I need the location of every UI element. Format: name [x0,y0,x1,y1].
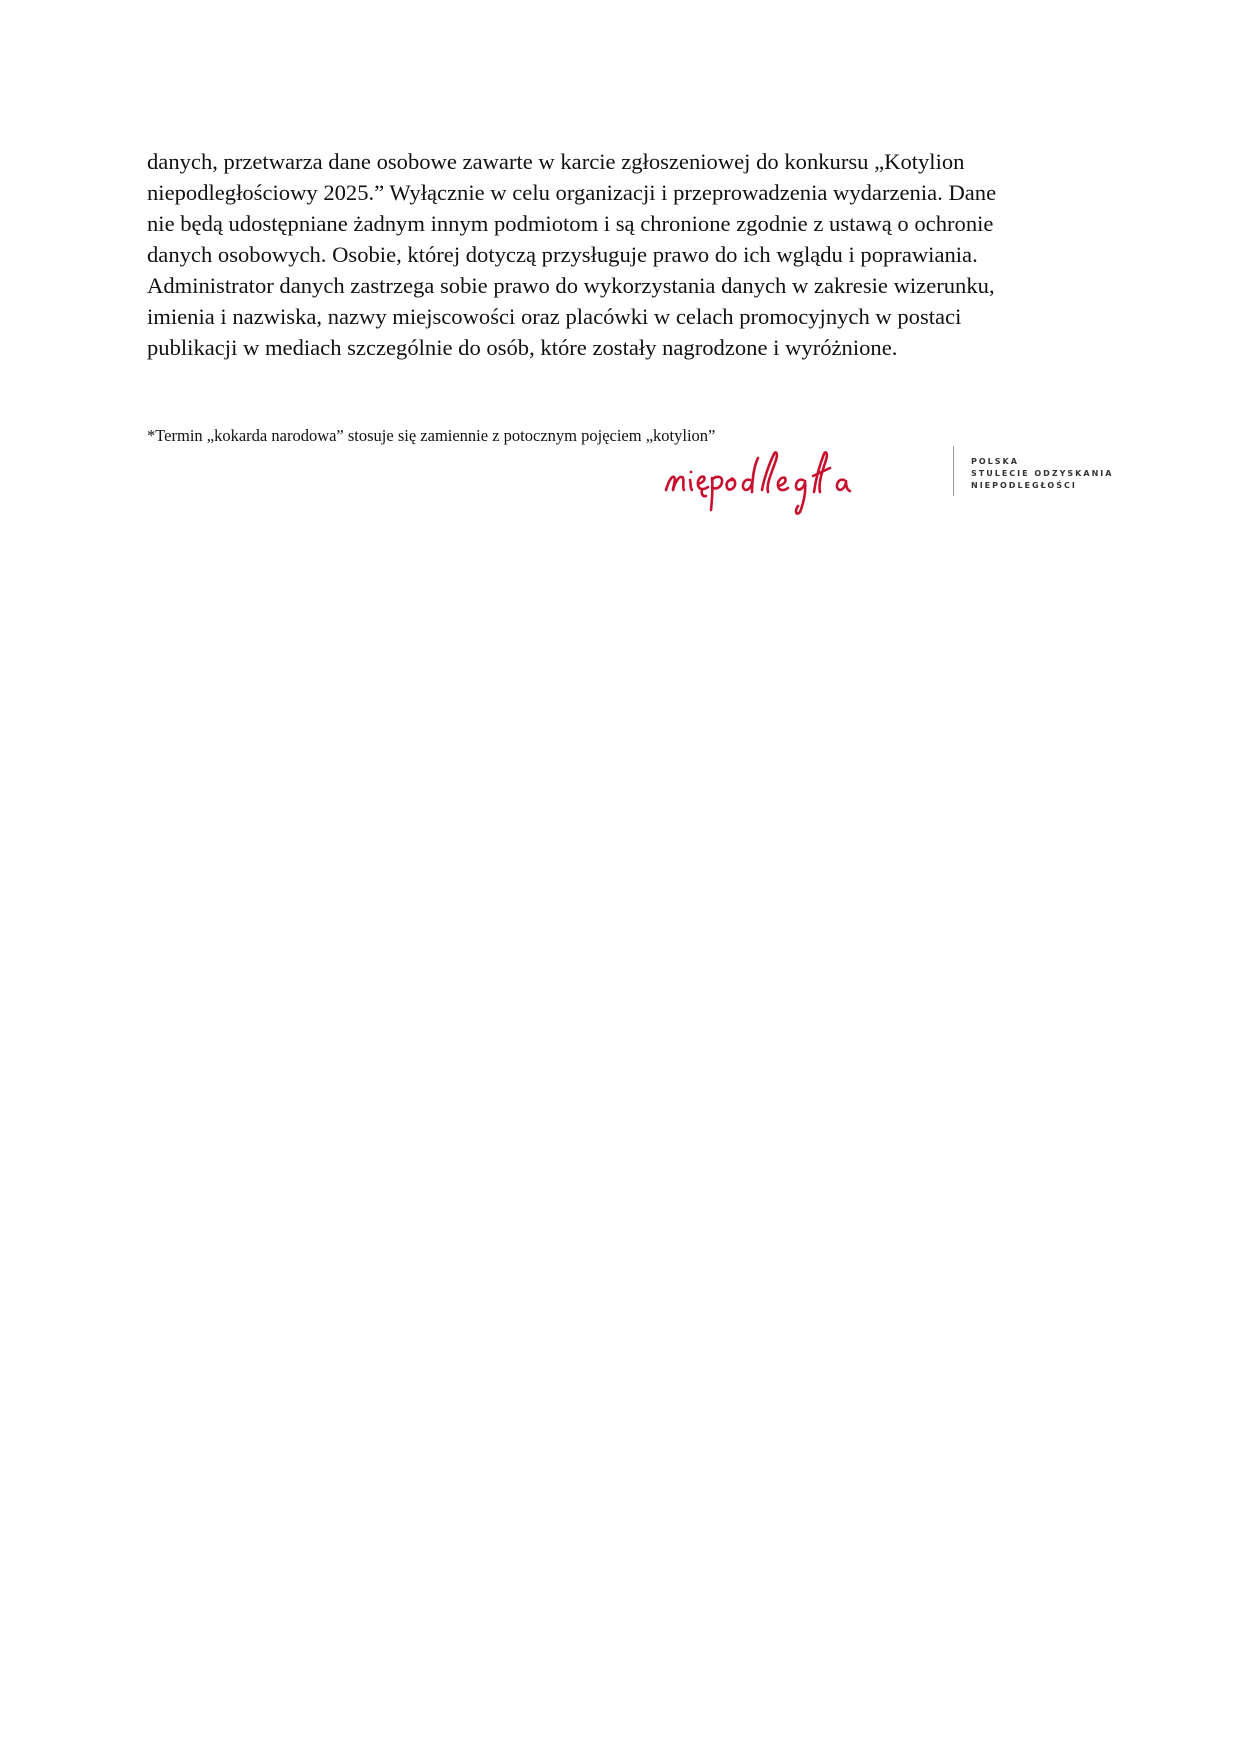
niepodlegla-script-wordmark [660,430,940,520]
paragraph-line: nie będą udostępniane żadnym innym podmiotom i są chronione zgodnie z ustawą o ochronie [147,211,994,236]
paragraph-line: imienia i nazwiska, nazwy miejscowości oraz placówki w celach promocyjnych w postaci [147,304,962,329]
rodo-paragraph [147,146,1097,363]
logo-caption-line: STULECIE ODZYSKANIA [971,469,1114,478]
paragraph-line: niepodległościowy 2025.” Wyłącznie w celu organizacji i przeprowadzenia wydarzenia. Dane [147,180,997,205]
logo-caption-line: NIEPODLEGŁOŚCI [971,481,1077,490]
paragraph-line: Administrator danych zastrzega sobie prawo do wykorzystania danych w zakresie wizerunku, [147,273,995,298]
logo-caption-line: POLSKA [971,457,1019,466]
niepodlegla-logo [660,430,1120,520]
logo-divider [953,446,954,496]
paragraph-line: publikacji w mediach szczególnie do osób, które zostały nagrodzone i wyróżnione. [147,335,898,360]
paragraph-line: danych osobowych. Osobie, której dotyczą przysługuje prawo do ich wglądu i poprawiania. [147,242,978,267]
logo-caption [971,456,1113,492]
paragraph-line: danych, przetwarza dane osobowe zawarte w karcie zgłoszeniowej do konkursu „Kotylion [147,149,965,174]
footnote: *Termin „kokarda narodowa” stosuje się zamiennie z potocznym pojęciem „kotylion” [147,426,716,445]
